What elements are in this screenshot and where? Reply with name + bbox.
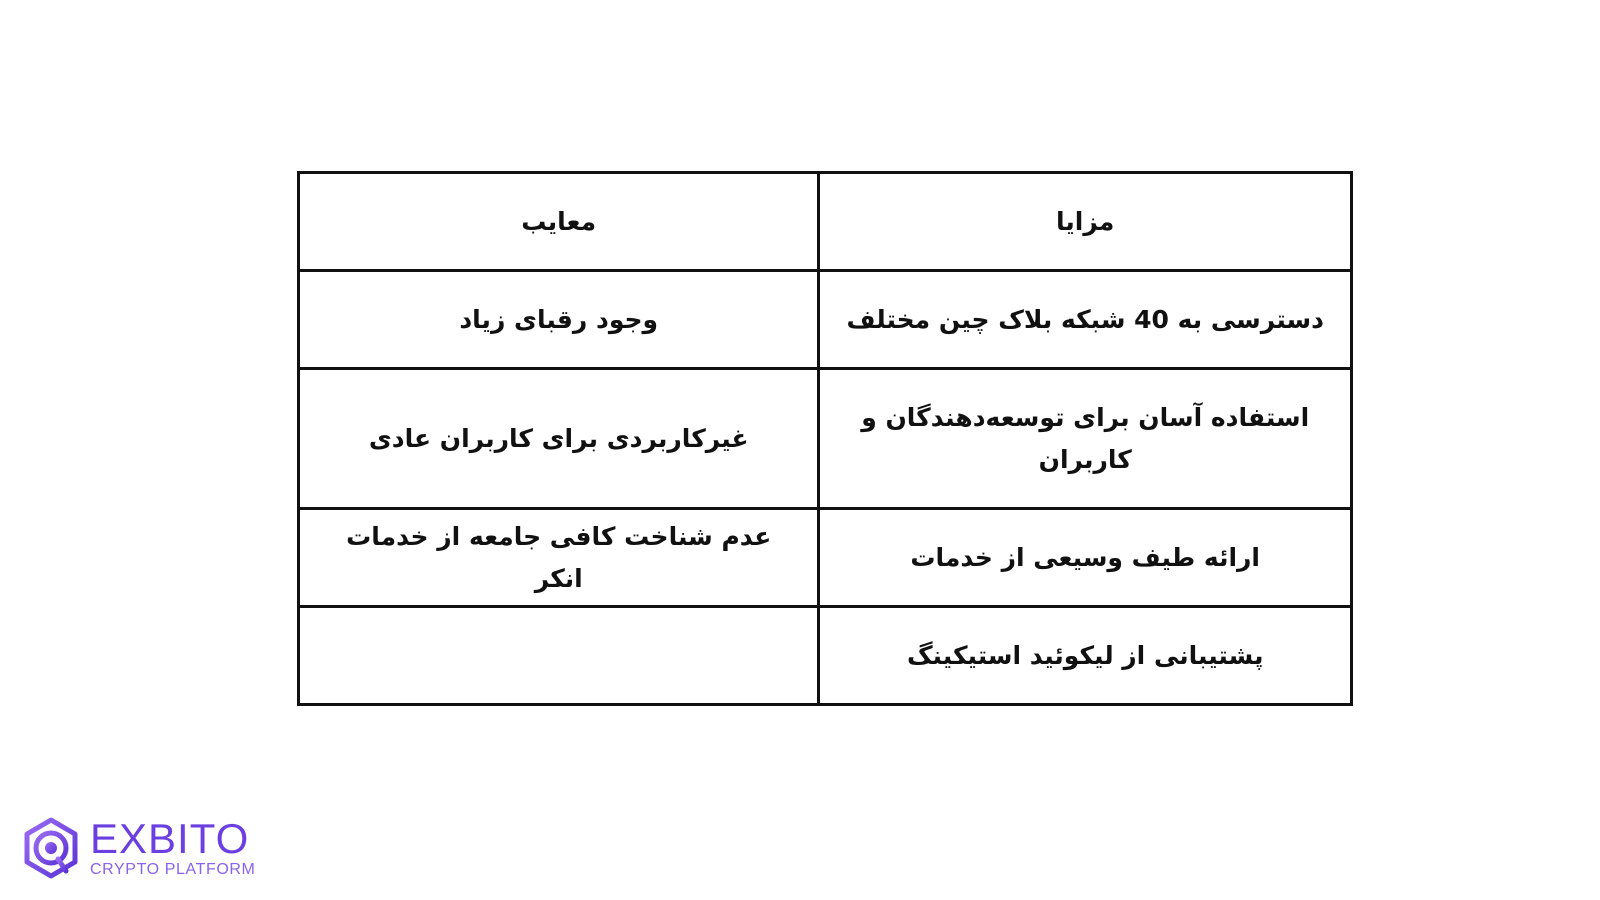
logo-text [90, 814, 256, 879]
logo-brand: EXBITO [90, 814, 250, 862]
cons-cell: عدم شناخت کافی جامعه از خدمات انکر [299, 509, 819, 607]
cons-cell: غیرکاربردی برای کاربران عادی [299, 369, 819, 509]
table-row [299, 271, 1352, 369]
cons-cell [299, 607, 819, 705]
table-row [299, 607, 1352, 705]
pros-cell: ارائه طیف وسیعی از خدمات [819, 509, 1352, 607]
pros-cell: پشتیبانی از لیکوئید استیکینگ [819, 607, 1352, 705]
header-cons: معایب [299, 173, 819, 271]
cons-cell: وجود رقبای زیاد [299, 271, 819, 369]
pros-cell: استفاده آسان برای توسعه‌دهندگان و کاربران [819, 369, 1352, 509]
exbito-logo-icon [20, 817, 82, 879]
table-row [299, 369, 1352, 509]
header-pros: مزایا [819, 173, 1352, 271]
logo-tagline: CRYPTO PLATFORM [90, 860, 256, 878]
pros-cons-table [297, 171, 1353, 706]
exbito-logo [20, 816, 255, 880]
table-row [299, 509, 1352, 607]
pros-cell: دسترسی به 40 شبکه بلاک چین مختلف [819, 271, 1352, 369]
table-header-row [299, 173, 1352, 271]
